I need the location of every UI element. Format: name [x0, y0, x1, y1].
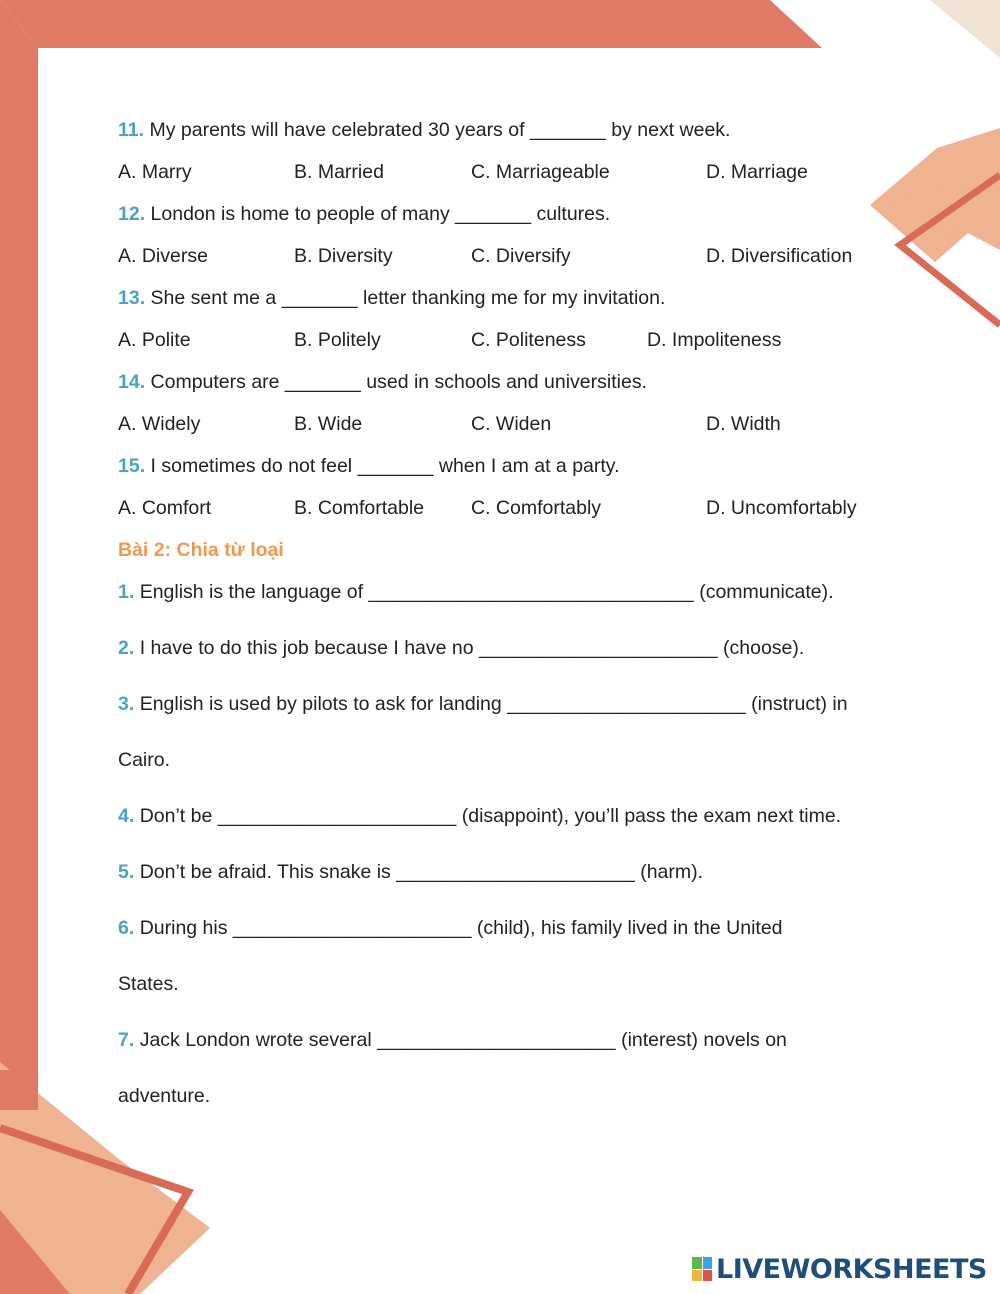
option-a[interactable]: A. Diverse	[118, 245, 208, 267]
top-frame-band	[0, 0, 822, 48]
option-c[interactable]: C. Comfortably	[471, 497, 602, 519]
question-text: She sent me a _______ letter thanking me for my invitation.	[150, 287, 666, 309]
option-d[interactable]: D. Impoliteness	[647, 329, 782, 351]
section-heading: Bài 2: Chia từ loại	[118, 539, 284, 561]
option-a[interactable]: A. Comfort	[118, 497, 212, 519]
item-text[interactable]: English is used by pilots to ask for landing ______________________ (instruct) in	[139, 693, 848, 715]
fill-item-1	[118, 581, 834, 604]
brand-name: LIVEWORKSHEETS	[716, 1253, 987, 1285]
item-text[interactable]: Don’t be afraid. This snake is ______________________ (harm).	[139, 861, 704, 883]
item-number: 4.	[118, 805, 135, 827]
fill-item-4	[118, 805, 841, 828]
fill-item-7-continuation: adventure.	[118, 1085, 211, 1107]
option-d[interactable]: D. Uncomfortably	[706, 497, 857, 519]
bottom-left-frame-shape	[0, 1070, 38, 1110]
option-b[interactable]: B. Married	[294, 161, 384, 183]
option-b[interactable]: B. Wide	[294, 413, 363, 435]
question-text: London is home to people of many _______ cultures.	[150, 203, 611, 225]
option-d[interactable]: D. Marriage	[706, 161, 808, 183]
option-b[interactable]: B. Politely	[294, 329, 381, 351]
question-text: Computers are _______ used in schools and universities.	[150, 371, 647, 393]
item-number: 6.	[118, 917, 135, 939]
question-number: 15.	[118, 455, 146, 477]
fill-item-3	[118, 693, 848, 716]
question-text: I sometimes do not feel _______ when I am at a party.	[150, 455, 620, 477]
option-b[interactable]: B. Diversity	[294, 245, 393, 267]
question-text: My parents will have celebrated 30 years of _______ by next week.	[149, 119, 731, 141]
question-number: 13.	[118, 287, 146, 309]
item-number: 1.	[118, 581, 135, 603]
fill-item-5	[118, 861, 703, 884]
option-d[interactable]: D. Diversification	[706, 245, 853, 267]
fill-item-6-continuation: States.	[118, 973, 179, 995]
option-a[interactable]: A. Marry	[118, 161, 192, 183]
option-c[interactable]: C. Widen	[471, 413, 552, 435]
item-text[interactable]: Don’t be ______________________ (disappoint), you’ll pass the exam next time.	[139, 805, 842, 827]
option-c[interactable]: C. Marriageable	[471, 161, 610, 183]
item-number: 5.	[118, 861, 135, 883]
item-text[interactable]: Jack London wrote several ______________________ (interest) novels on	[139, 1029, 787, 1051]
item-number: 7.	[118, 1029, 135, 1051]
question-number: 14.	[118, 371, 146, 393]
option-a[interactable]: A. Polite	[118, 329, 191, 351]
fill-item-6	[118, 917, 783, 940]
fill-item-2	[118, 637, 804, 660]
question-number: 12.	[118, 203, 146, 225]
question-number: 11.	[118, 119, 145, 141]
option-c[interactable]: C. Politeness	[471, 329, 586, 351]
question-12	[118, 203, 610, 226]
left-frame-band-lower	[0, 40, 38, 1080]
item-number: 3.	[118, 693, 135, 715]
item-number: 2.	[118, 637, 135, 659]
question-13	[118, 287, 665, 310]
question-11	[118, 119, 730, 142]
option-b[interactable]: B. Comfortable	[294, 497, 425, 519]
item-text[interactable]: English is the language of ______________________________ (communicate).	[139, 581, 834, 603]
option-d[interactable]: D. Width	[706, 413, 781, 435]
question-15	[118, 455, 620, 478]
fill-item-7	[118, 1029, 787, 1052]
option-c[interactable]: C. Diversify	[471, 245, 571, 267]
question-14	[118, 371, 647, 394]
live-logo-icon	[692, 1257, 712, 1281]
liveworksheets-logo[interactable]	[692, 1254, 987, 1284]
item-text[interactable]: I have to do this job because I have no ______________________ (choose).	[139, 637, 805, 659]
cream-corner	[930, 0, 1000, 58]
option-a[interactable]: A. Widely	[118, 413, 201, 435]
fill-item-3-continuation: Cairo.	[118, 749, 171, 771]
item-text[interactable]: During his ______________________ (child), his family lived in the United	[139, 917, 783, 939]
